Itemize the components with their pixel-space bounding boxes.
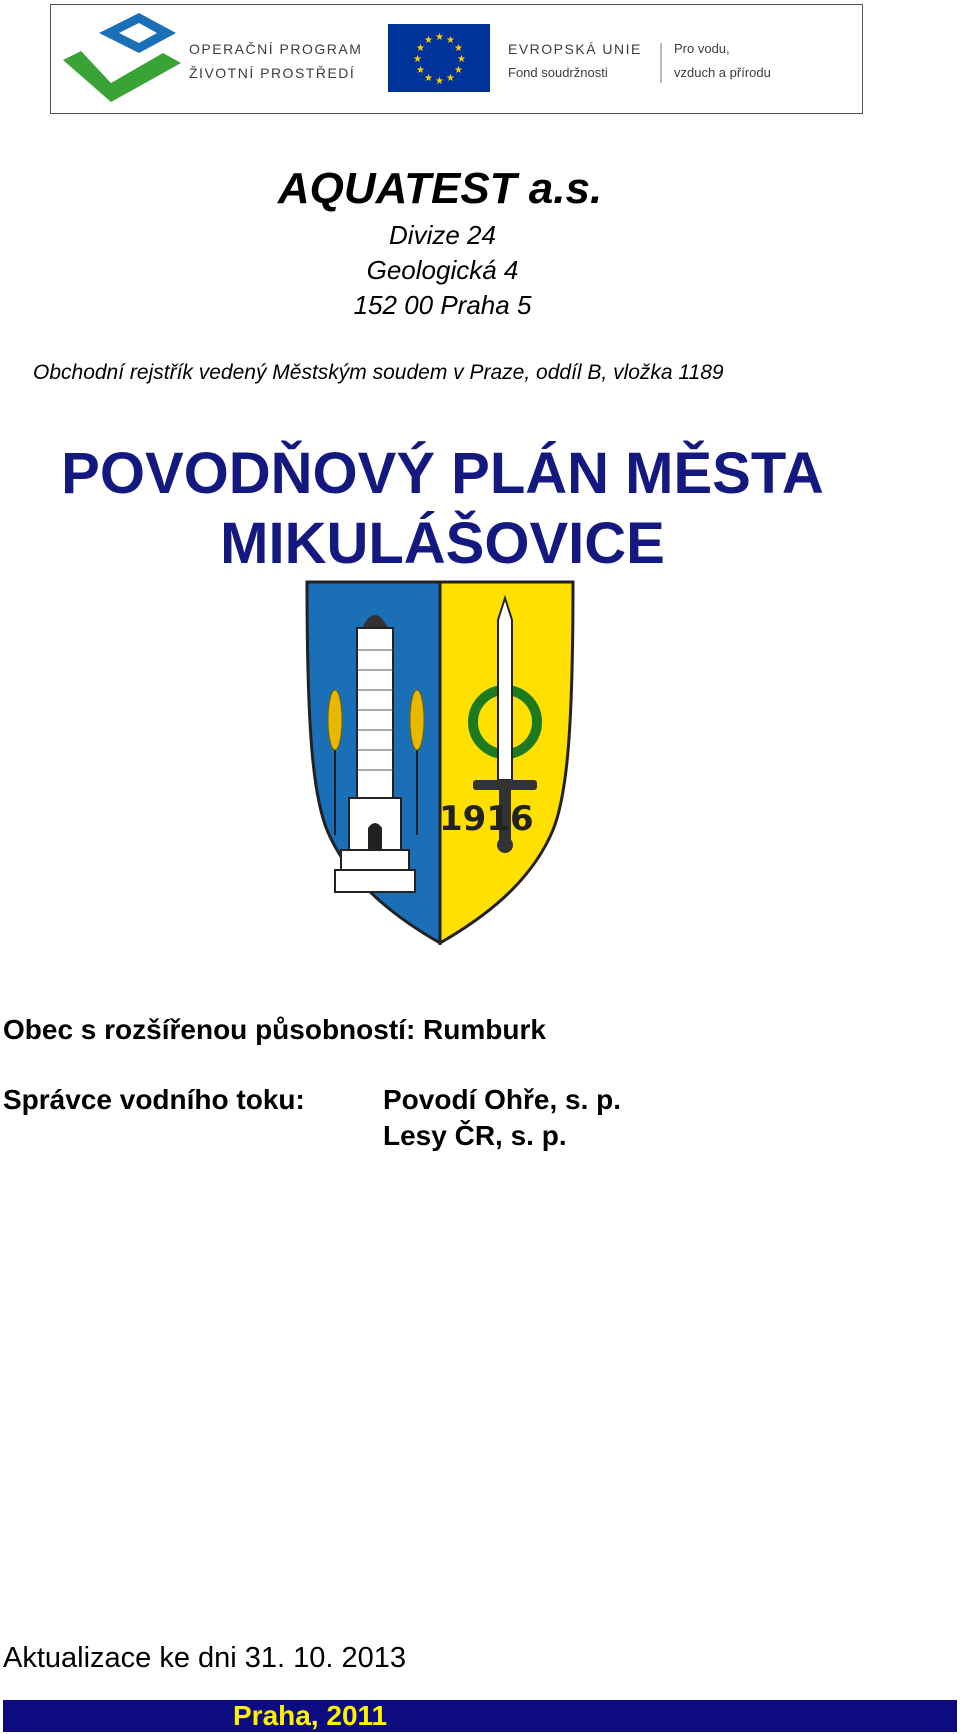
funding-banner xyxy=(50,4,863,114)
eu-line1: EVROPSKÁ UNIE xyxy=(508,41,642,57)
page-title-line2: MIKULÁŠOVICE xyxy=(220,511,665,576)
svg-text:★: ★ xyxy=(446,35,455,46)
op-program-line2: ŽIVOTNÍ PROSTŘEDÍ xyxy=(189,65,356,81)
update-date: Aktualizace ke dni 31. 10. 2013 xyxy=(3,1642,407,1674)
watercourse-label: Správce vodního toku: xyxy=(3,1084,305,1115)
svg-text:★: ★ xyxy=(454,43,463,54)
svg-text:★: ★ xyxy=(416,43,425,54)
svg-text:★: ★ xyxy=(435,32,444,43)
footer-bar xyxy=(3,1700,957,1732)
svg-text:★: ★ xyxy=(454,65,463,76)
company-division: Divize 24 xyxy=(389,220,496,250)
svg-text:★: ★ xyxy=(446,73,455,84)
watercourse-manager-2: Lesy ČR, s. p. xyxy=(383,1120,567,1151)
coat-year: 1916 xyxy=(439,799,534,839)
slogan-line1: Pro vodu, xyxy=(674,41,730,56)
svg-text:★: ★ xyxy=(416,65,425,76)
coat-of-arms-icon xyxy=(305,580,575,945)
footer-place-year: Praha, 2011 xyxy=(233,1700,388,1731)
company-city: 152 00 Praha 5 xyxy=(353,290,532,320)
slogan-line2: vzduch a přírodu xyxy=(674,65,771,80)
company-registry: Obchodní rejstřík vedený Městským soudem v Praze, oddíl B, vložka 1189 xyxy=(33,361,724,384)
eu-line2: Fond soudržnosti xyxy=(508,65,608,80)
op-program-line1: OPERAČNÍ PROGRAM xyxy=(189,41,363,57)
banner-graphics xyxy=(51,5,862,113)
municipality-field: Obec s rozšířenou působností: Rumburk xyxy=(3,1014,546,1045)
svg-text:★: ★ xyxy=(424,73,433,84)
company-street: Geologická 4 xyxy=(366,255,519,285)
svg-text:★: ★ xyxy=(413,54,422,65)
page-title-line1: POVODŇOVÝ PLÁN MĚSTA xyxy=(61,441,824,506)
svg-text:★: ★ xyxy=(424,35,433,46)
eu-flag-icon xyxy=(388,24,490,92)
svg-text:★: ★ xyxy=(457,54,466,65)
op-zp-logo-icon xyxy=(63,13,181,102)
svg-text:★: ★ xyxy=(435,76,444,87)
watercourse-manager-1: Povodí Ohře, s. p. xyxy=(383,1084,622,1115)
company-name: AQUATEST a.s. xyxy=(277,164,603,213)
